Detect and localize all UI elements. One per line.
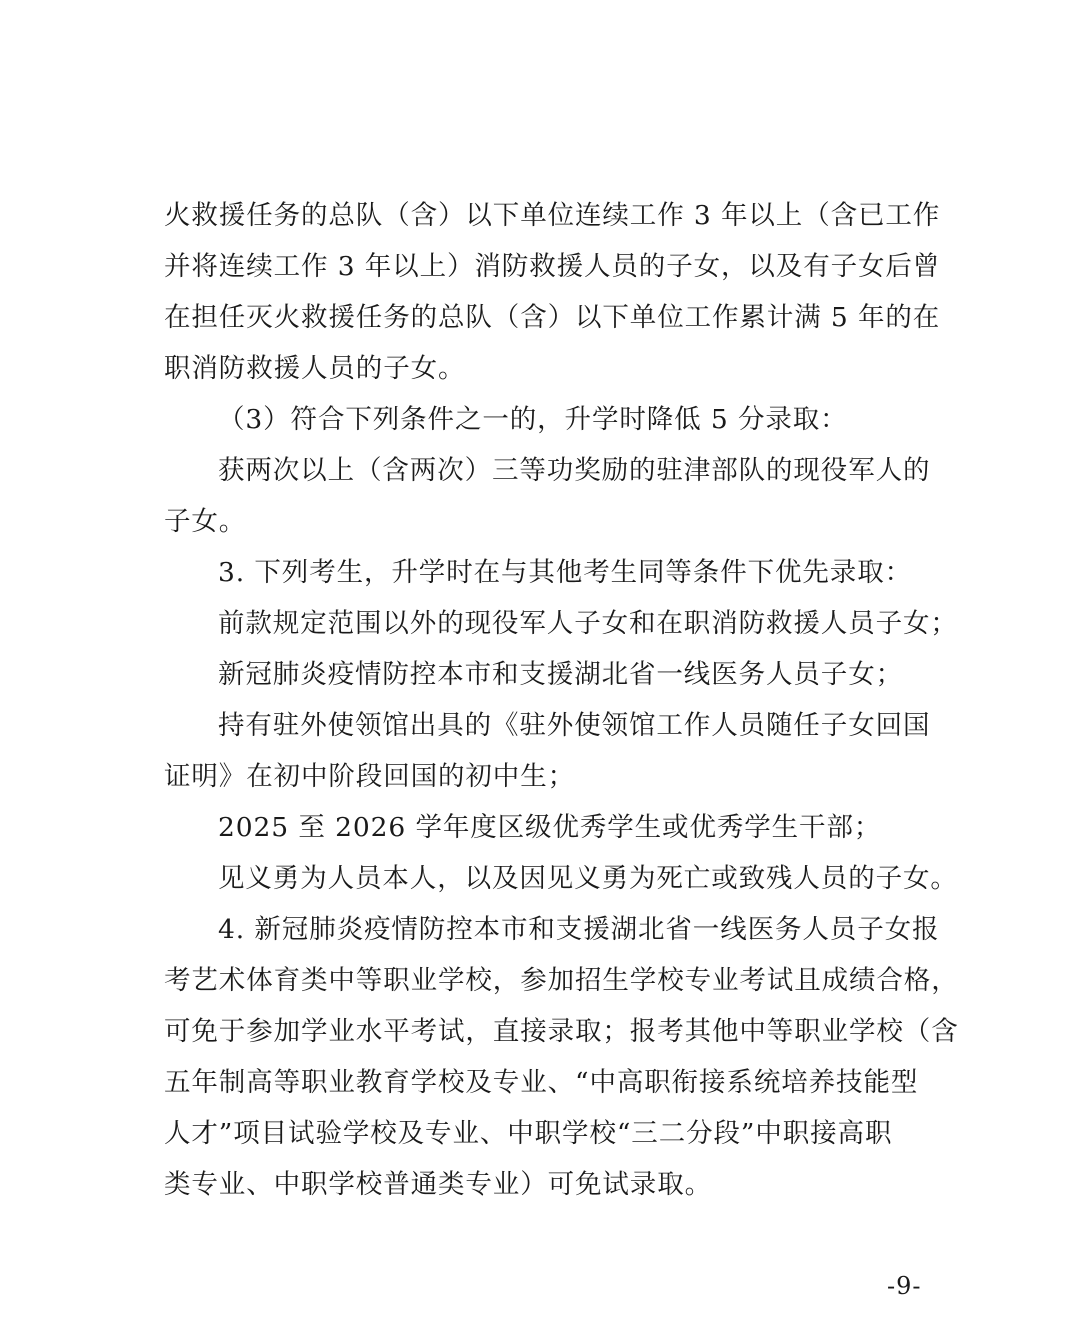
text-line: 可免于参加学业水平考试，直接录取；报考其他中等职业学校（含 — [164, 1016, 959, 1047]
text-line: 子女。 — [164, 506, 247, 537]
text-line: 前款规定范围以外的现役军人子女和在职消防救援人员子女； — [218, 608, 958, 639]
text-line: 新冠肺炎疫情防控本市和支援湖北省一线医务人员子女； — [218, 659, 903, 690]
text-line: 并将连续工作 3 年以上）消防救援人员的子女，以及有子女后曾 — [164, 251, 941, 282]
text-line: 证明》在初中阶段回国的初中生； — [164, 761, 575, 792]
text-line: 在担任灭火救援任务的总队（含）以下单位工作累计满 5 年的在 — [164, 302, 941, 333]
text-line: 见义勇为人员本人，以及因见义勇为死亡或致残人员的子女。 — [218, 863, 958, 894]
text-line: 4. 新冠肺炎疫情防控本市和支援湖北省一线医务人员子女报 — [218, 914, 940, 945]
text-line: 职消防救援人员的子女。 — [164, 353, 466, 384]
text-line: 类专业、中职学校普通类专业）可免试录取。 — [164, 1169, 712, 1200]
text-line: （3）符合下列条件之一的，升学时降低 5 分录取： — [218, 404, 848, 435]
text-line: 人才”项目试验学校及专业、中职学校“三二分段”中职接高职 — [164, 1118, 893, 1149]
text-line: 2025 至 2026 学年度区级优秀学生或优秀学生干部； — [218, 812, 882, 843]
document-body — [164, 190, 964, 1210]
text-line: 持有驻外使领馆出具的《驻外使领馆工作人员随任子女回国 — [218, 710, 931, 741]
text-line: 3. 下列考生，升学时在与其他考生同等条件下优先录取： — [218, 557, 913, 588]
text-line: 考艺术体育类中等职业学校，参加招生学校专业考试且成绩合格， — [164, 965, 959, 996]
page-number: -9- — [887, 1272, 922, 1300]
text-line: 火救援任务的总队（含）以下单位连续工作 3 年以上（含已工作 — [164, 200, 941, 231]
text-line: 获两次以上（含两次）三等功奖励的驻津部队的现役军人的 — [218, 455, 931, 486]
text-line: 五年制高等职业教育学校及专业、“中高职衔接系统培养技能型 — [164, 1067, 919, 1098]
